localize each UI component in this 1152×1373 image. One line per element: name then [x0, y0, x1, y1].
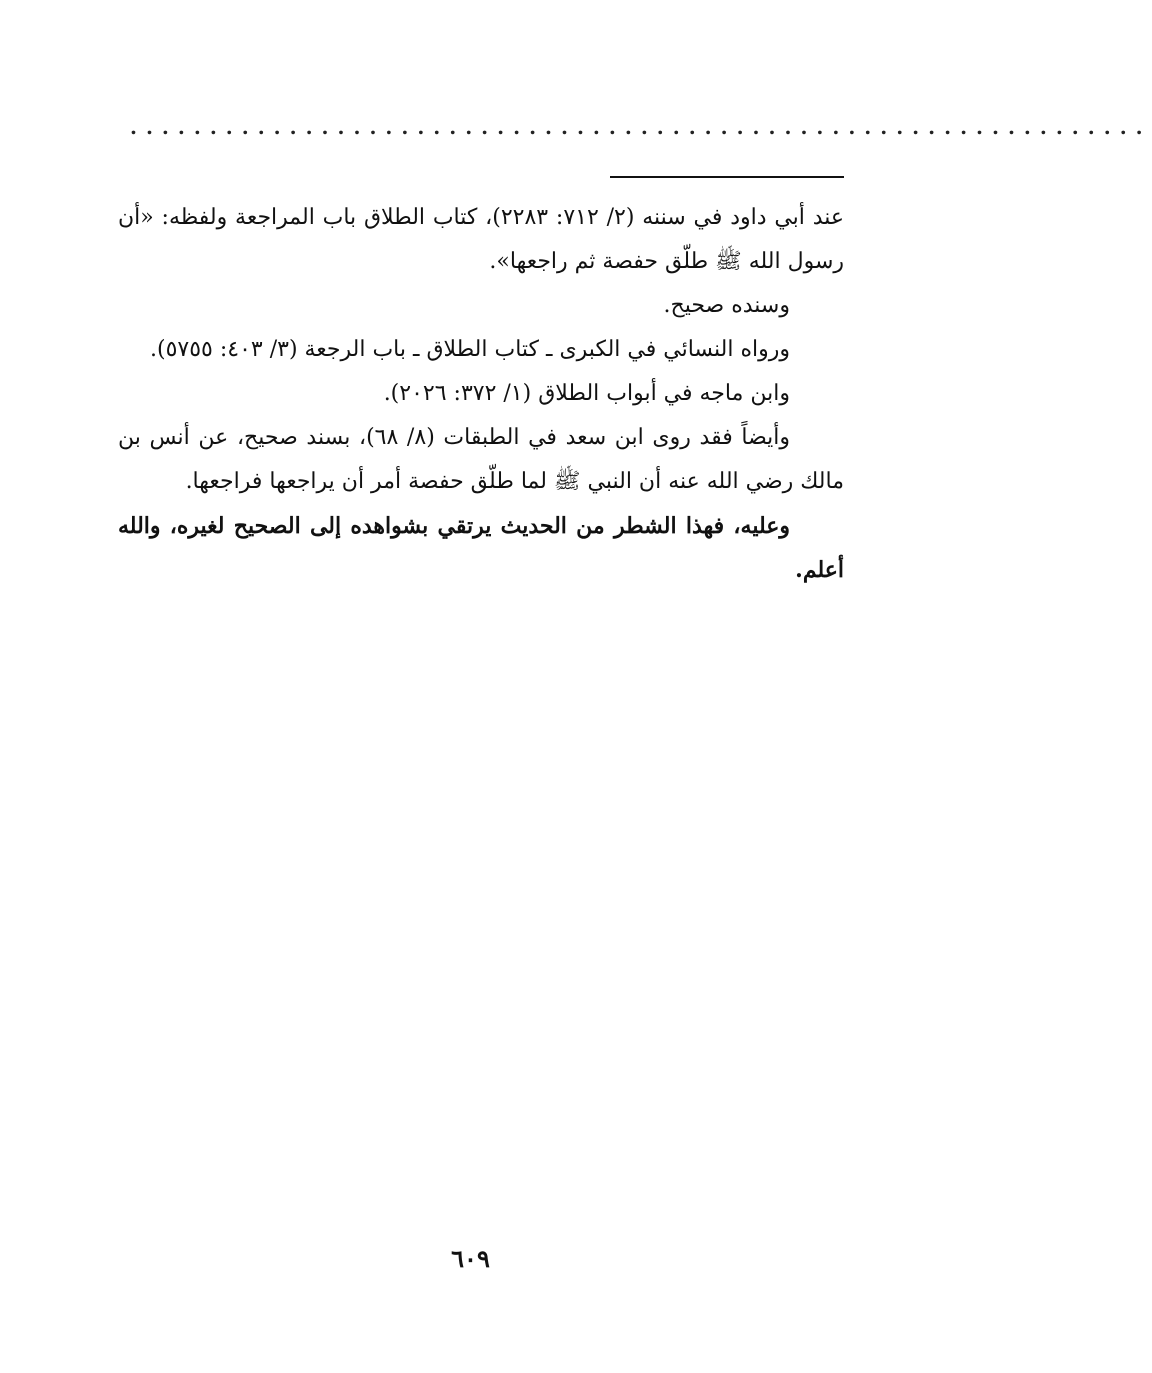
footnote-paragraph-isnad: وسنده صحيح. — [663, 293, 790, 318]
footnote-paragraph-nasai: ورواه النسائي في الكبرى ـ كتاب الطلاق ـ باب الرجعة (٣/ ٤٠٣: ٥٧٥٥). — [150, 337, 790, 362]
page-number: ٦٠٩ — [451, 1244, 490, 1273]
footnote-paragraph-ibn-majah: وابن ماجه في أبواب الطلاق (١/ ٣٧٢: ٢٠٢٦). — [383, 381, 790, 406]
footnote-rule — [610, 176, 844, 178]
footnote-paragraph-ibn-saad: وأيضاً فقد روى ابن سعد في الطبقات (٨/ ٦٨)، بسند صحيح، عن أنس بن مالك رضي الله عنه أن النبي ﷺ لما طلّق حفصة أمر أن يراجعها فراجعها. — [118, 425, 844, 494]
footnote-paragraph-conclusion: وعليه، فهذا الشطر من الحديث يرتقي بشواهده إلى الصحيح لغيره، والله أعلم. — [118, 513, 844, 583]
footnote-paragraph-abu-dawud: عند أبي داود في سننه (٢/ ٧١٢: ٢٢٨٣)، كتاب الطلاق باب المراجعة ولفظه: «أن رسول الله ﷺ طلّق حفصة ثم راجعها». — [118, 205, 845, 274]
footnote-section — [118, 196, 844, 592]
separator-dots: ................................................................ — [130, 115, 1152, 139]
